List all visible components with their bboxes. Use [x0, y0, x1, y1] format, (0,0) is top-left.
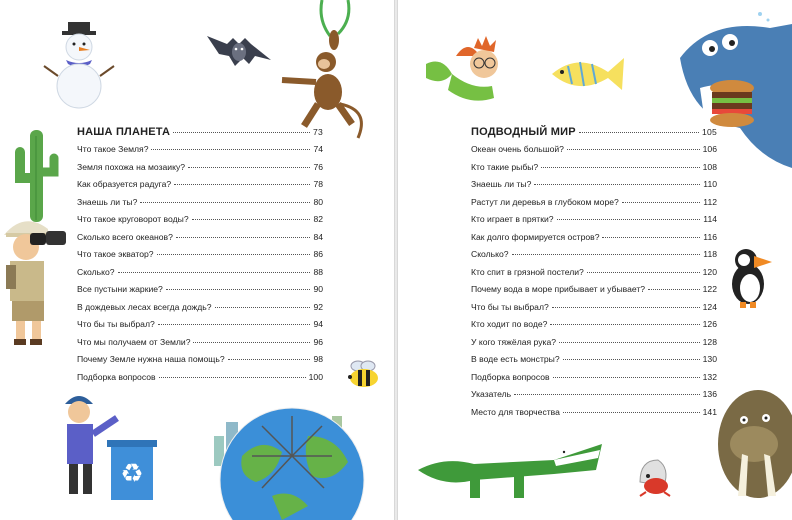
toc-entry[interactable] [471, 302, 717, 320]
toc-entry[interactable] [77, 354, 323, 372]
entry-title: Что такое круговорот воды? [77, 214, 189, 224]
toc-entry[interactable] [77, 319, 323, 337]
entry-title: Знаешь ли ты? [77, 196, 138, 207]
entry-page: 86 [313, 249, 323, 259]
toc-entry[interactable] [77, 214, 323, 232]
dot-leader [622, 202, 701, 203]
entry-title: Растут ли деревья в глубоком море? [471, 196, 619, 207]
entry-title: Что такое экватор? [77, 249, 154, 259]
toc-entry[interactable] [77, 284, 323, 302]
entry-title: У кого тяжёлая рука? [471, 336, 557, 347]
snowman-illustration [40, 20, 120, 110]
entry-title: Что бы ты выбрал? [77, 319, 155, 329]
entry-page: 82 [313, 214, 323, 224]
entry-title: Земля похожа на мозаику? [77, 161, 186, 172]
toc-entry[interactable] [471, 162, 717, 180]
entry-page: 98 [313, 354, 323, 364]
dot-leader [174, 184, 310, 185]
entry-page: 136 [702, 389, 717, 399]
toc-entry[interactable] [471, 284, 717, 302]
entry-page: 141 [702, 406, 717, 417]
entry-title: Кто ходит по воде? [471, 319, 548, 329]
dot-leader [193, 342, 310, 343]
entry-page: 110 [703, 179, 717, 189]
dot-leader [151, 149, 310, 150]
entry-title: Место для творчества [471, 406, 560, 417]
dot-leader [552, 307, 700, 308]
entry-title: Указатель [471, 389, 512, 399]
dot-leader [559, 342, 700, 343]
section-title: ПОДВОДНЫЙ МИР [471, 126, 576, 138]
entry-title: Что бы ты выбрал? [471, 301, 549, 312]
toc-entry[interactable] [471, 197, 717, 215]
entry-page: 124 [702, 301, 717, 312]
entry-title: Что мы получаем от Земли? [77, 336, 191, 347]
entry-title: Как долго формируется остров? [471, 231, 600, 242]
dot-leader [587, 272, 700, 273]
crocodile-illustration [414, 430, 604, 510]
earth-globe-illustration [212, 396, 377, 520]
toc-right [471, 126, 717, 424]
entry-title: В дождевых лесах всегда дождь? [77, 301, 212, 312]
entry-page: 116 [703, 231, 717, 242]
toc-entry[interactable] [77, 267, 323, 285]
section-title: НАША ПЛАНЕТА [77, 126, 171, 138]
entry-page: 96 [313, 336, 323, 347]
entry-title: Как образуется радуга? [77, 179, 172, 189]
section-page: 105 [702, 127, 717, 137]
entry-title: Подборка вопросов [77, 371, 156, 382]
bat-illustration [205, 30, 273, 74]
entry-page: 100 [308, 371, 323, 382]
dot-leader [563, 412, 700, 413]
toc-entry[interactable] [471, 337, 717, 355]
dot-leader [157, 254, 311, 255]
entry-title: Сколько всего океанов? [77, 231, 173, 242]
toc-entry[interactable] [77, 144, 323, 162]
entry-title: Все пустыни жаркие? [77, 284, 163, 294]
yellow-fish-illustration [548, 50, 628, 100]
entry-title: Кто играет в прятки? [471, 214, 554, 224]
toc-section-heading[interactable] [77, 126, 323, 144]
dot-leader [567, 149, 700, 150]
explorer-with-binoculars-illustration [0, 205, 75, 350]
diver-illustration [422, 34, 517, 112]
toc-entry[interactable] [471, 214, 717, 232]
dot-leader [192, 219, 311, 220]
dot-leader [534, 184, 700, 185]
walrus-illustration [714, 384, 792, 504]
entry-page: 122 [702, 284, 717, 294]
toc-entry[interactable] [471, 144, 717, 162]
dot-leader [602, 237, 700, 238]
recycling-child-illustration [45, 388, 165, 508]
dot-leader [118, 272, 311, 273]
entry-page: 118 [703, 249, 717, 259]
entry-page: 84 [313, 231, 323, 242]
toc-entry[interactable] [471, 372, 717, 390]
toc-entry[interactable] [471, 319, 717, 337]
toc-entry[interactable] [471, 407, 717, 425]
svg-text:♻: ♻ [120, 459, 144, 489]
dot-leader [579, 132, 699, 133]
toc-entry[interactable] [471, 267, 717, 285]
entry-page: 130 [702, 354, 717, 364]
monkey-illustration [278, 0, 378, 140]
dot-leader [188, 167, 310, 168]
entry-page: 108 [702, 161, 717, 172]
entry-page: 120 [702, 266, 717, 277]
dot-leader [166, 289, 311, 290]
toc-section-heading[interactable] [471, 126, 717, 144]
dot-leader [215, 307, 311, 308]
entry-page: 90 [313, 284, 323, 294]
right-page [398, 0, 792, 520]
entry-title: Знаешь ли ты? [471, 179, 532, 189]
entry-title: Океан очень большой? [471, 144, 564, 154]
dot-leader [553, 377, 700, 378]
puffin-illustration [724, 244, 779, 310]
entry-page: 94 [313, 319, 323, 329]
entry-page: 78 [313, 179, 323, 189]
toc-entry[interactable] [471, 389, 717, 407]
toc-entry[interactable] [471, 179, 717, 197]
entry-title: Почему вода в море прибывает и убывает? [471, 284, 646, 294]
entry-title: Кто спит в грязной постели? [471, 266, 584, 277]
hermit-crab-illustration [634, 452, 674, 497]
bee-illustration [342, 360, 382, 390]
toc-entry[interactable] [471, 354, 717, 372]
dot-leader [512, 254, 701, 255]
entry-title: Что такое Земля? [77, 144, 149, 154]
dot-leader [158, 324, 311, 325]
entry-title: Кто такие рыбы? [471, 161, 539, 172]
dot-leader [563, 359, 700, 360]
entry-title: Сколько? [471, 249, 509, 259]
entry-title: Сколько? [77, 266, 115, 277]
entry-page: 88 [313, 266, 323, 277]
toc-entry[interactable] [77, 337, 323, 355]
left-page [0, 0, 394, 520]
dot-leader [514, 394, 700, 395]
toc-entry[interactable] [77, 372, 323, 390]
section-page: 73 [313, 127, 323, 137]
entry-page: 76 [313, 161, 323, 172]
toc-entry[interactable] [471, 232, 717, 250]
dot-leader [176, 237, 311, 238]
entry-page: 80 [313, 196, 323, 207]
entry-page: 74 [313, 144, 323, 154]
dot-leader [228, 359, 311, 360]
entry-title: Почему Земле нужна наша помощь? [77, 354, 225, 364]
toc-entry[interactable] [77, 249, 323, 267]
toc-entry[interactable] [77, 179, 323, 197]
dot-leader [550, 324, 699, 325]
entry-title: В воде есть монстры? [471, 354, 560, 364]
entry-title: Подборка вопросов [471, 371, 550, 382]
dot-leader [541, 167, 699, 168]
dot-leader [173, 132, 310, 133]
entry-page: 92 [313, 301, 323, 312]
entry-page: 114 [703, 214, 717, 224]
toc-entry[interactable] [77, 197, 323, 215]
toc-entry[interactable] [77, 162, 323, 180]
toc-entry[interactable] [77, 232, 323, 250]
toc-entry[interactable] [471, 249, 717, 267]
entry-page: 126 [702, 319, 717, 329]
dot-leader [140, 202, 310, 203]
entry-page: 112 [703, 196, 717, 207]
dot-leader [648, 289, 700, 290]
entry-page: 128 [702, 336, 717, 347]
dot-leader [159, 377, 306, 378]
toc-left [77, 126, 323, 389]
entry-page: 132 [702, 371, 717, 382]
entry-page: 106 [702, 144, 717, 154]
toc-entry[interactable] [77, 302, 323, 320]
dot-leader [557, 219, 701, 220]
